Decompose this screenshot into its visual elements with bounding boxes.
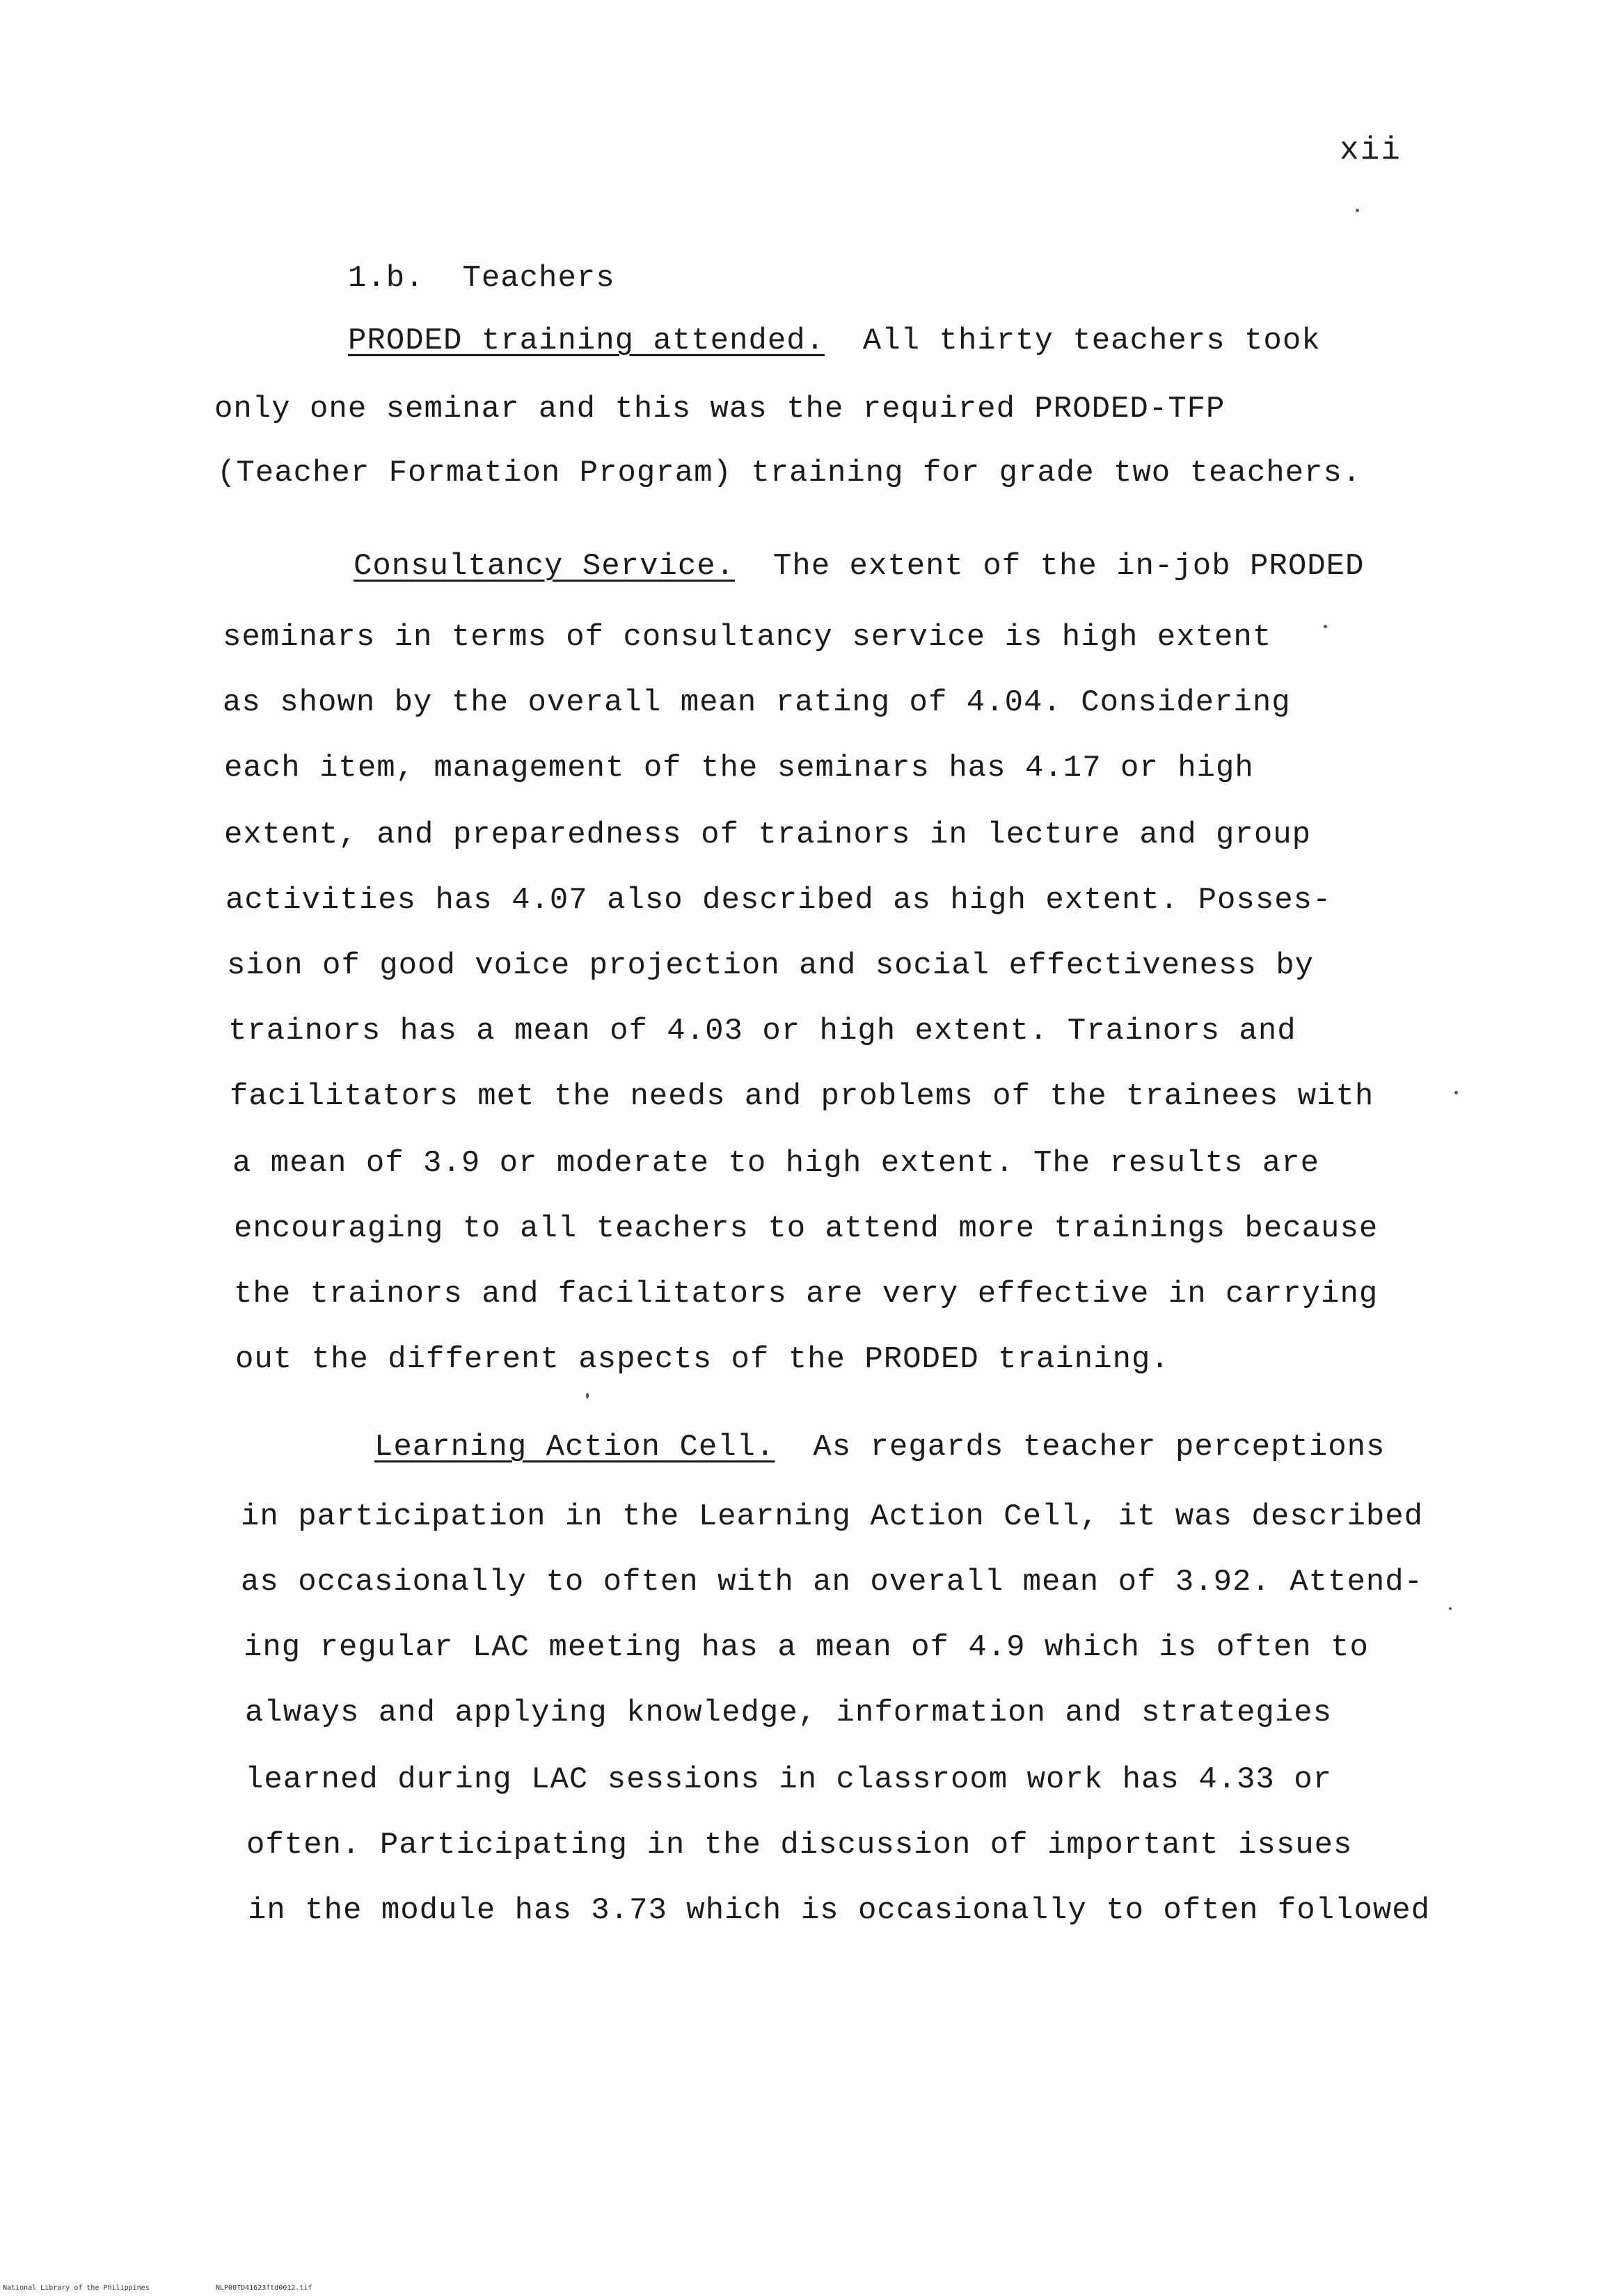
paragraph-line: as occasionally to often with an overall mean of 3.92. Attend- <box>241 1565 1424 1600</box>
scan-speck <box>1449 1607 1452 1610</box>
paragraph-line: encouraging to all teachers to attend more trainings because <box>234 1211 1379 1246</box>
paragraph-line: in the module has 3.73 which is occasionally to often followed <box>248 1893 1431 1928</box>
section-title: Teachers <box>462 261 615 296</box>
paragraph-line: (Teacher Formation Program) training for grade two teachers. <box>217 456 1362 491</box>
paragraph-line: trainors has a mean of 4.03 or high extent. Trainors and <box>228 1014 1296 1049</box>
section-label: 1.b. <box>348 261 425 296</box>
paragraph-3-first-line <box>374 1428 1385 1467</box>
paragraph-line: facilitators met the needs and problems of the trainees with <box>230 1079 1374 1114</box>
paragraph-heading: Consultancy Service. <box>354 549 736 584</box>
paragraph-line: ing regular LAC meeting has a mean of 4.9 which is often to <box>244 1630 1369 1665</box>
section-heading <box>348 259 615 298</box>
paragraph-line: always and applying knowledge, information and strategies <box>245 1696 1333 1730</box>
paragraph-text: As regards teacher perceptions <box>813 1430 1386 1465</box>
footer-file: NLP00TD41623ftd0012.tif <box>216 2284 312 2292</box>
paragraph-text: The extent of the in-job PRODED <box>772 549 1365 584</box>
page-number: xii <box>1340 132 1402 168</box>
scan-speck <box>1454 1091 1458 1094</box>
paragraph-line: a mean of 3.9 or moderate to high extent. The results are <box>232 1146 1320 1181</box>
paragraph-heading: PRODED training attended. <box>348 324 825 358</box>
paragraph-line: activities has 4.07 also described as high extent. Posses- <box>225 883 1332 918</box>
paragraph-line: the trainors and facilitators are very effective in carrying <box>234 1277 1379 1312</box>
footer-library: National Library of the Philippines <box>3 2284 150 2292</box>
paragraph-2-first-line <box>354 547 1364 586</box>
paragraph-1-first-line <box>348 321 1321 360</box>
paragraph-line: as shown by the overall mean rating of 4.04. Considering <box>223 685 1291 720</box>
paragraph-text: All thirty teachers took <box>862 324 1321 358</box>
paragraph-line: often. Participating in the discussion of important issues <box>246 1828 1353 1863</box>
paragraph-line: in participation in the Learning Action Cell, it was described <box>241 1499 1424 1534</box>
paragraph-line: extent, and preparedness of trainors in lecture and group <box>224 818 1312 852</box>
paragraph-line: out the different aspects of the PRODED training. <box>235 1342 1170 1377</box>
scan-speck <box>586 1393 589 1398</box>
scan-speck <box>1356 209 1359 212</box>
paragraph-line: seminars in terms of consultancy service is high extent <box>223 620 1272 655</box>
paragraph-line: sion of good voice projection and social effectiveness by <box>227 948 1315 983</box>
scan-speck <box>1324 625 1327 628</box>
paragraph-line: learned during LAC sessions in classroom work has 4.33 or <box>245 1762 1333 1797</box>
paragraph-heading: Learning Action Cell. <box>374 1430 775 1465</box>
paragraph-line: only one seminar and this was the required PRODED-TFP <box>214 392 1226 426</box>
paragraph-line: each item, management of the seminars has 4.17 or high <box>224 751 1254 786</box>
